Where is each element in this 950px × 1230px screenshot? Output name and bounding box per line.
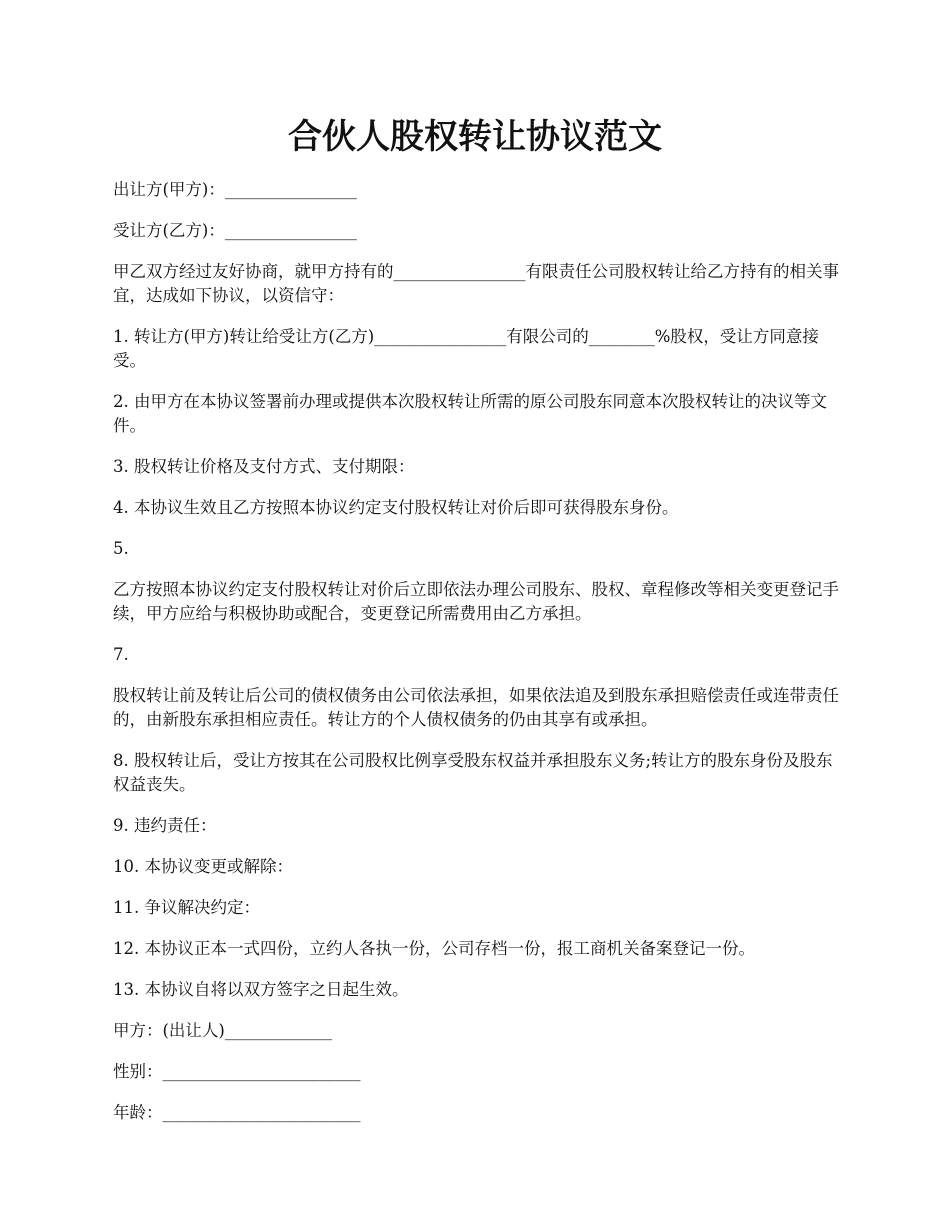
- seller-line: 出让方(甲方)：________________: [113, 180, 357, 199]
- clause-1: 1. 转让方(甲方)转让给受让方(乙方)________________有限公司的________%股权，受让方同意接受。: [113, 327, 819, 370]
- clause-12: 12. 本协议正本一式四份，立约人各执一份，公司存档一份，报工商机关备案登记一份。: [113, 939, 755, 958]
- document-title: 合伙人股权转让协议范文: [288, 117, 662, 157]
- clause-8: 8. 股权转让后，受让方按其在公司股权比例享受股东权益并承担股东义务;转让方的股东身份及股东权益丧失。: [113, 751, 833, 794]
- clause-13: 13. 本协议自将以双方签字之日起生效。: [113, 980, 409, 999]
- clause-11: 11. 争议解决约定：: [113, 898, 260, 917]
- party-a-signature-line: 甲方：(出让人)_____________: [113, 1021, 333, 1040]
- clause-10: 10. 本协议变更或解除：: [113, 857, 293, 876]
- age-line: 年龄：________________________: [113, 1103, 361, 1122]
- clause-3: 3. 股权转让价格及支付方式、支付期限：: [113, 457, 415, 476]
- preamble-paragraph: 甲乙双方经过友好协商，就甲方持有的________________有限责任公司股权转让给乙方持有的相关事宜，达成如下协议，以资信守：: [113, 262, 839, 305]
- document-body: [113, 178, 843, 1142]
- clause-2: 2. 由甲方在本协议签署前办理或提供本次股权转让所需的原公司股东同意本次股权转让的决议等文件。: [113, 392, 827, 435]
- gender-line: 性别：________________________: [113, 1062, 361, 1081]
- clause-7-text: 股权转让前及转让后公司的债权债务由公司依法承担，如果依法追及到股东承担赔偿责任或连带责任的，由新股东承担相应责任。转让方的个人债权债务的仍由其享有或承担。: [113, 686, 839, 729]
- buyer-line: 受让方(乙方)：________________: [113, 221, 357, 240]
- clause-5-text: 乙方按照本协议约定支付股权转让对价后立即依法办理公司股东、股权、章程修改等相关变更登记手续，甲方应给与积极协助或配合，变更登记所需费用由乙方承担。: [113, 580, 839, 623]
- clause-9: 9. 违约责任：: [113, 816, 217, 835]
- clause-4: 4. 本协议生效且乙方按照本协议约定支付股权转让对价后即可获得股东身份。: [113, 498, 679, 517]
- clause-7-number: 7.: [113, 645, 129, 664]
- clause-5-number: 5.: [113, 539, 129, 558]
